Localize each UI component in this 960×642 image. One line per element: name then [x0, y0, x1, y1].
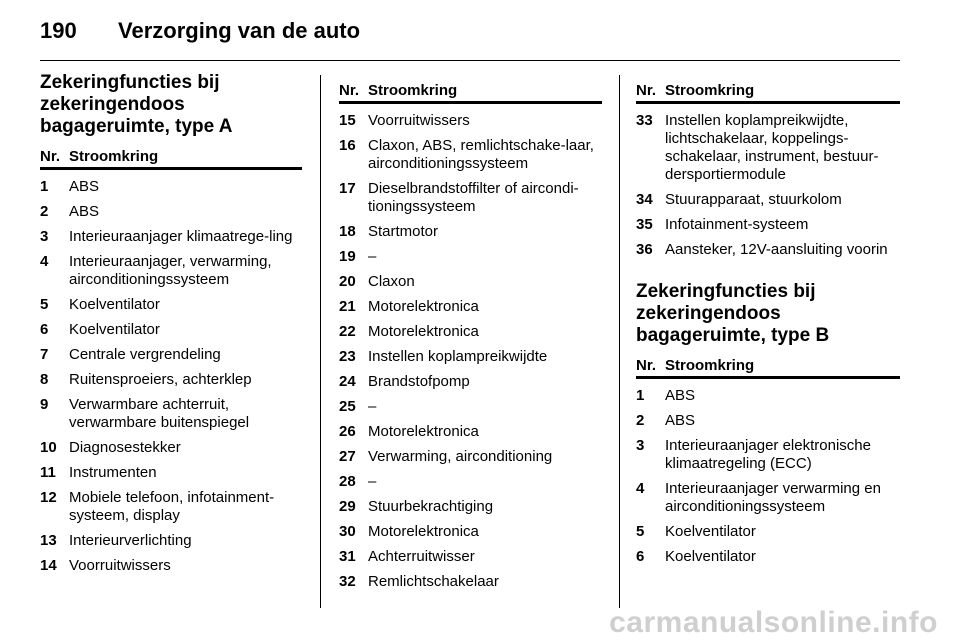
- fuse-row: [636, 216, 900, 234]
- fuse-number: 3: [636, 437, 645, 454]
- fuse-row: [339, 180, 602, 216]
- fuse-table-header: [636, 82, 900, 104]
- fuse-list-col1: [40, 178, 302, 575]
- fuse-table-header: [40, 148, 302, 170]
- fuse-circuit: Stuurbekrachtiging: [368, 498, 494, 515]
- fuse-circuit: Remlichtschakelaar: [368, 573, 499, 590]
- fuse-row: [339, 548, 602, 566]
- fuse-circuit: Instrumenten: [69, 464, 157, 481]
- fuse-number: 14: [40, 557, 57, 574]
- fuse-number: 35: [636, 216, 653, 233]
- fuse-number: 22: [339, 323, 356, 340]
- fuse-number: 4: [636, 480, 645, 497]
- fuse-number: 28: [339, 473, 356, 490]
- fuse-table-header: [339, 82, 602, 104]
- watermark: carmanualsonline.info: [609, 606, 938, 639]
- fuse-row: [40, 371, 302, 389]
- fuse-number: 15: [339, 112, 356, 129]
- fuse-number: 31: [339, 548, 356, 565]
- fuse-circuit: Startmotor: [368, 223, 439, 240]
- fuse-row: [339, 473, 602, 491]
- fuse-row: [40, 489, 302, 525]
- fuse-circuit: Interieurverlichting: [69, 532, 192, 549]
- fuse-circuit: Motorelektronica: [368, 298, 479, 315]
- fuse-circuit: Koelventilator: [665, 523, 756, 540]
- fuse-number: 34: [636, 191, 653, 208]
- fuse-circuit: Motorelektronica: [368, 423, 479, 440]
- fuse-circuit: Achterruitwisser: [368, 548, 475, 565]
- header-nr: Nr.: [636, 357, 657, 374]
- fuse-circuit: Koelventilator: [69, 296, 160, 313]
- column-3: [636, 82, 900, 573]
- fuse-row: [40, 532, 302, 550]
- fuse-circuit: Centrale vergrendeling: [69, 346, 221, 363]
- column-1: [40, 72, 302, 582]
- fuse-circuit: Infotainment-systeem: [665, 216, 809, 233]
- fuse-row: [339, 137, 602, 173]
- fuse-circuit: Aansteker, 12V-aansluiting voorin: [665, 241, 888, 258]
- fuse-list-col3: [636, 112, 900, 259]
- fuse-table-header-type-b: [636, 357, 900, 379]
- fuse-row: [339, 523, 602, 541]
- fuse-row: [636, 480, 900, 516]
- header-circuit: Stroomkring: [69, 148, 159, 165]
- fuse-circuit: Ruitensproeiers, achterklep: [69, 371, 252, 388]
- fuse-number: 33: [636, 112, 653, 129]
- fuse-number: 21: [339, 298, 356, 315]
- fuse-row: [636, 437, 900, 473]
- fuse-number: 12: [40, 489, 57, 506]
- fuse-row: [40, 439, 302, 457]
- fuse-row: [636, 387, 900, 405]
- fuse-circuit: ABS: [665, 387, 696, 404]
- fuse-number: 18: [339, 223, 356, 240]
- fuse-row: [636, 191, 900, 209]
- fuse-circuit: Dieselbrandstoffilter of aircondi-tioningssysteem: [368, 180, 579, 215]
- fuse-number: 11: [40, 464, 56, 481]
- fuse-number: 36: [636, 241, 653, 258]
- fuse-row: [339, 498, 602, 516]
- fuse-circuit: ABS: [69, 203, 100, 220]
- fuse-number: 26: [339, 423, 356, 440]
- fuse-number: 17: [339, 180, 356, 197]
- fuse-number: 19: [339, 248, 356, 265]
- fuse-row: [40, 253, 302, 289]
- fuse-number: 2: [636, 412, 645, 429]
- fuse-list-col2: [339, 112, 602, 591]
- fuse-circuit: Verwarmbare achterruit, verwarmbare buitenspiegel: [69, 396, 250, 431]
- fuse-row: [40, 178, 302, 196]
- fuse-row: [40, 203, 302, 221]
- fuse-number: 1: [636, 387, 645, 404]
- fuse-circuit: Brandstofpomp: [368, 373, 470, 390]
- fuse-circuit: Interieuraanjager elektronische klimaatregeling (ECC): [665, 437, 871, 472]
- fuse-number: 1: [40, 178, 49, 195]
- fuse-number: 16: [339, 137, 356, 154]
- column-2: [339, 82, 602, 598]
- fuse-row: [40, 296, 302, 314]
- fuse-circuit: Interieuraanjager, verwarming, airconditioningssysteem: [69, 253, 272, 288]
- header-rule: [40, 60, 900, 61]
- fuse-row: [40, 557, 302, 575]
- fuse-circuit: Voorruitwissers: [368, 112, 470, 129]
- fuse-circuit: Claxon: [368, 273, 415, 290]
- column-divider-1: [320, 75, 321, 608]
- fuse-row: [339, 373, 602, 391]
- fuse-row: [339, 273, 602, 291]
- page-number: 190: [40, 18, 77, 43]
- fuse-row: [40, 321, 302, 339]
- fuse-number: 4: [40, 253, 49, 270]
- fuse-row: [339, 298, 602, 316]
- fuse-number: 20: [339, 273, 356, 290]
- fuse-number: 9: [40, 396, 49, 413]
- fuse-row: [339, 423, 602, 441]
- fuse-row: [40, 228, 302, 246]
- section-title-type-a: Zekeringfuncties bij zekeringendoos bagageruimte, type A: [40, 72, 233, 137]
- fuse-number: 10: [40, 439, 57, 456]
- fuse-number: 2: [40, 203, 49, 220]
- header-nr: Nr.: [40, 148, 61, 165]
- fuse-circuit: ABS: [69, 178, 100, 195]
- fuse-circuit: Koelventilator: [665, 548, 756, 565]
- fuse-circuit: –: [368, 398, 377, 415]
- fuse-circuit: ABS: [665, 412, 696, 429]
- fuse-row: [339, 348, 602, 366]
- header-circuit: Stroomkring: [665, 82, 755, 99]
- fuse-row: [636, 412, 900, 430]
- fuse-number: 5: [636, 523, 645, 540]
- page-heading: Verzorging van de auto: [118, 18, 361, 43]
- header-circuit: Stroomkring: [368, 82, 458, 99]
- fuse-circuit: –: [368, 248, 377, 265]
- fuse-circuit: Mobiele telefoon, infotainment-systeem, display: [69, 489, 275, 524]
- fuse-number: 30: [339, 523, 356, 540]
- fuse-circuit: –: [368, 473, 377, 490]
- fuse-number: 13: [40, 532, 57, 549]
- fuse-circuit: Motorelektronica: [368, 523, 479, 540]
- fuse-row: [636, 112, 900, 184]
- fuse-row: [339, 112, 602, 130]
- fuse-row: [40, 346, 302, 364]
- header-nr: Nr.: [636, 82, 657, 99]
- fuse-circuit: Voorruitwissers: [69, 557, 171, 574]
- fuse-circuit: Verwarming, airconditioning: [368, 448, 553, 465]
- fuse-circuit: Koelventilator: [69, 321, 160, 338]
- fuse-row: [636, 523, 900, 541]
- fuse-circuit: Motorelektronica: [368, 323, 479, 340]
- fuse-row: [339, 573, 602, 591]
- fuse-number: 32: [339, 573, 356, 590]
- fuse-list-type-b: [636, 387, 900, 566]
- header-nr: Nr.: [339, 82, 360, 99]
- fuse-row: [40, 464, 302, 482]
- column-divider-2: [619, 75, 620, 608]
- fuse-circuit: Stuurapparaat, stuurkolom: [665, 191, 842, 208]
- fuse-number: 6: [636, 548, 645, 565]
- fuse-number: 25: [339, 398, 356, 415]
- fuse-row: [339, 223, 602, 241]
- fuse-row: [339, 448, 602, 466]
- fuse-number: 23: [339, 348, 356, 365]
- fuse-number: 3: [40, 228, 49, 245]
- fuse-circuit: Diagnosestekker: [69, 439, 181, 456]
- fuse-row: [636, 548, 900, 566]
- fuse-circuit: Instellen koplampreikwijdte, lichtschakelaar, koppelings-schakelaar, instrument, bestuur-dersportiermodule: [665, 112, 879, 183]
- fuse-row: [339, 398, 602, 416]
- section-title-type-b: Zekeringfuncties bij zekeringendoos bagageruimte, type B: [636, 281, 830, 346]
- fuse-row: [636, 241, 900, 259]
- fuse-number: 24: [339, 373, 356, 390]
- fuse-circuit: Interieuraanjager verwarming en airconditioningssysteem: [665, 480, 881, 515]
- fuse-number: 8: [40, 371, 49, 388]
- fuse-circuit: Interieuraanjager klimaatrege-ling: [69, 228, 293, 245]
- fuse-circuit: Claxon, ABS, remlichtschake-laar, airconditioningssysteem: [368, 137, 594, 172]
- fuse-number: 6: [40, 321, 49, 338]
- fuse-row: [40, 396, 302, 432]
- fuse-number: 27: [339, 448, 356, 465]
- fuse-number: 7: [40, 346, 49, 363]
- fuse-number: 29: [339, 498, 356, 515]
- fuse-number: 5: [40, 296, 49, 313]
- fuse-row: [339, 248, 602, 266]
- fuse-row: [339, 323, 602, 341]
- fuse-circuit: Instellen koplampreikwijdte: [368, 348, 548, 365]
- header-circuit: Stroomkring: [665, 357, 755, 374]
